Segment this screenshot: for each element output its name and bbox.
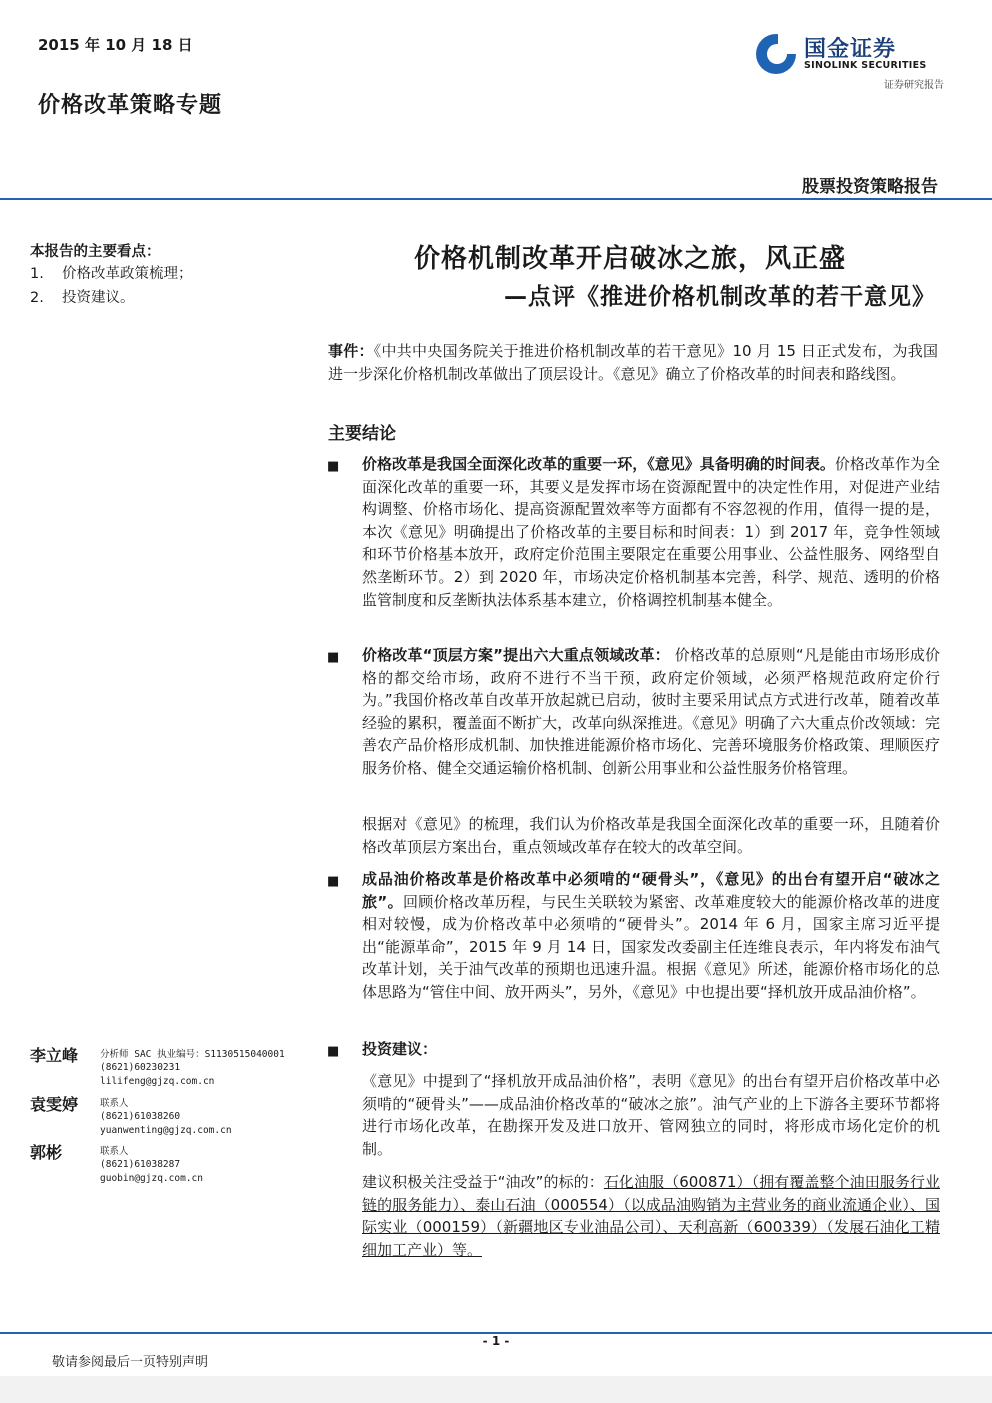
highlight-text: 价格改革政策梳理； (62, 266, 193, 282)
logo-mark-icon (756, 34, 796, 74)
sub-title: —点评《推进价格机制改革的若干意见》 (504, 284, 936, 310)
conclusion-text: 价格改革的总原则“凡是能由市场形成价格的都交给市场，政府不进行不当干预，政府定价领域，必须严格规范政府定价行为。”我国价格改革自改革开放起就已启动，彼时主要采用试点方式进行改革，随着改革经验的累积，覆盖面不断扩大，改革向纵深推进。《意见》明确了六大重点价改领域：完善农产品价格形成机制、加快推进能源价格市场化、完善环境服务价格政策、理顺医疗服务价格、健全交通运输价格机制、创新公用事业和公益性服务价格管理。 (362, 646, 940, 777)
bullet-icon: ■ (327, 1044, 340, 1059)
conclusion-paragraph (362, 453, 940, 611)
bullet-icon: ■ (327, 650, 340, 665)
highlight-number: 2. (30, 290, 44, 306)
analyst-email[interactable]: lilifeng@gjzq.com.cn (100, 1075, 215, 1087)
bullet-icon: ■ (327, 459, 340, 474)
conclusion-lead: 投资建议： (362, 1040, 438, 1058)
conclusion-text: 价格改革作为全面深化改革的重要一环，其要义是发挥市场在资源配置中的决定性作用，对促进产业结构调整、价格市场化、提高资源配置效率等方面都有不容忽视的作用，值得一提的是，本次《意见》明确提出了价格改革的主要目标和时间表：1）到 2017 年，竞争性领域和环节价格基本放开，政府定价范围主要限定在重要公用事业、公益性服务、网络型自然垄断环节。2）到 2020 年，市场决定价格机制基本完善，科学、规范、透明的价格监管制度和反垄断执法体系基本建立，价格调控机制基本健全。 (362, 455, 940, 609)
analyst-role: 分析师 SAC 执业编号：S1130515040001 (100, 1049, 285, 1060)
main-title: 价格机制改革开启破冰之旅，风正盛 (413, 244, 846, 274)
page-number: - 1 - (482, 1334, 510, 1348)
logo-english-name: SINOLINK SECURITIES (804, 60, 927, 71)
analyst-phone: (8621)61038260 (100, 1111, 181, 1123)
analyst-phone: (8621)60230231 (100, 1062, 181, 1074)
header-divider (0, 198, 992, 200)
investment-advice-label (362, 1038, 940, 1061)
highlight-item (30, 286, 135, 307)
company-logo (756, 30, 944, 92)
analyst-contact (100, 1048, 285, 1088)
recommended-stocks (362, 1171, 940, 1261)
analyst-phone: (8621)61038287 (100, 1159, 181, 1171)
analyst-role: 联系人 (100, 1098, 129, 1109)
report-date: 2015 年 10 月 18 日 (38, 36, 193, 54)
report-type: 股票投资策略报告 (802, 177, 938, 197)
conclusion-text: 回顾价格改革历程，与民生关联较为紧密、改革难度较大的能源价格改革的进度相对较慢，成为价格改革中必须啃的“硬骨头”。2014 年 6 月，国家主席习近平提出“能源革命”，2015 年 9 月 14 日，国家发改委副主任连维良表示，年内将发布油气改革计划，关于油气改革的预期也迅速升温。根据《意见》所述，能源价格市场化的总体思路为“管住中间、放开两头”，另外，《意见》中也提出要“择机放开成品油价格”。 (362, 892, 941, 1001)
event-label: 事件： (328, 342, 374, 360)
conclusion-paragraph (362, 644, 940, 780)
analyst-name: 袁雯婷 (30, 1095, 79, 1114)
analyst-name: 李立峰 (30, 1046, 79, 1065)
conclusion-lead: 价格改革“顶层方案”提出六大重点领域改革： (362, 646, 670, 664)
bullet-icon: ■ (327, 874, 340, 889)
event-paragraph (328, 340, 938, 385)
footer-band (0, 1376, 992, 1403)
section-title: 主要结论 (328, 424, 396, 444)
analyst-role: 联系人 (100, 1146, 129, 1157)
conclusion-lead: 成品油价格改革是价格改革中必须啃的“硬骨头”，《意见》的出台有望开启“破冰之旅”。 (362, 870, 940, 911)
investment-advice-text: 《意见》中提到了“择机放开成品油价格”，表明《意见》的出台有望开启价格改革中必须啃的“硬骨头”——成品油价格改革的“破冰之旅”。油气产业的上下游各主要环节都将进行市场化改革，在勘探开发及进口放开、管网独立的同时，将形成市场化定价的机制。 (362, 1072, 940, 1158)
conclusion-lead: 价格改革是我国全面深化改革的重要一环，《意见》具备明确的时间表。 (362, 455, 835, 473)
highlights-title: 本报告的主要看点： (30, 244, 161, 260)
analyst-email[interactable]: guobin@gjzq.com.cn (100, 1172, 203, 1184)
logo-subtitle: 证券研究报告 (884, 80, 944, 91)
recommendation-list: 石化油服（600871）（拥有覆盖整个油田服务行业链的服务能力）、泰山石油（000554）（以成品油购销为主营业务的商业流通企业）、国际实业（000159）（新疆地区专业油品公司）、天利高新（600339）（发展石油化工精细加工产业）等。 (362, 1173, 941, 1259)
logo-chinese-name: 国金证券 (804, 37, 897, 62)
analyst-contact (100, 1145, 203, 1185)
conclusion-followup: 根据对《意见》的梳理，我们认为价格改革是我国全面深化改革的重要一环，且随着价格改革顶层方案出台，重点领域改革存在较大的改革空间。 (362, 815, 940, 856)
analyst-contact (100, 1097, 232, 1137)
analyst-email[interactable]: yuanwenting@gjzq.com.cn (100, 1124, 232, 1136)
document-category: 价格改革策略专题 (38, 93, 223, 118)
conclusion-paragraph (362, 868, 940, 1004)
recommendation-intro: 建议积极关注受益于“油改”的标的： (362, 1173, 604, 1191)
event-text: 《中共中央国务院关于推进价格机制改革的若干意见》10 月 15 日正式发布，为我国进一步深化价格机制改革做出了顶层设计。《意见》确立了价格改革的时间表和路线图。 (328, 342, 938, 383)
highlight-number: 1. (30, 266, 44, 282)
analyst-name: 郭彬 (30, 1143, 63, 1162)
highlight-text: 投资建议。 (62, 290, 135, 306)
disclaimer-note: 敬请参阅最后一页特别声明 (52, 1355, 209, 1370)
highlight-item (30, 262, 193, 283)
